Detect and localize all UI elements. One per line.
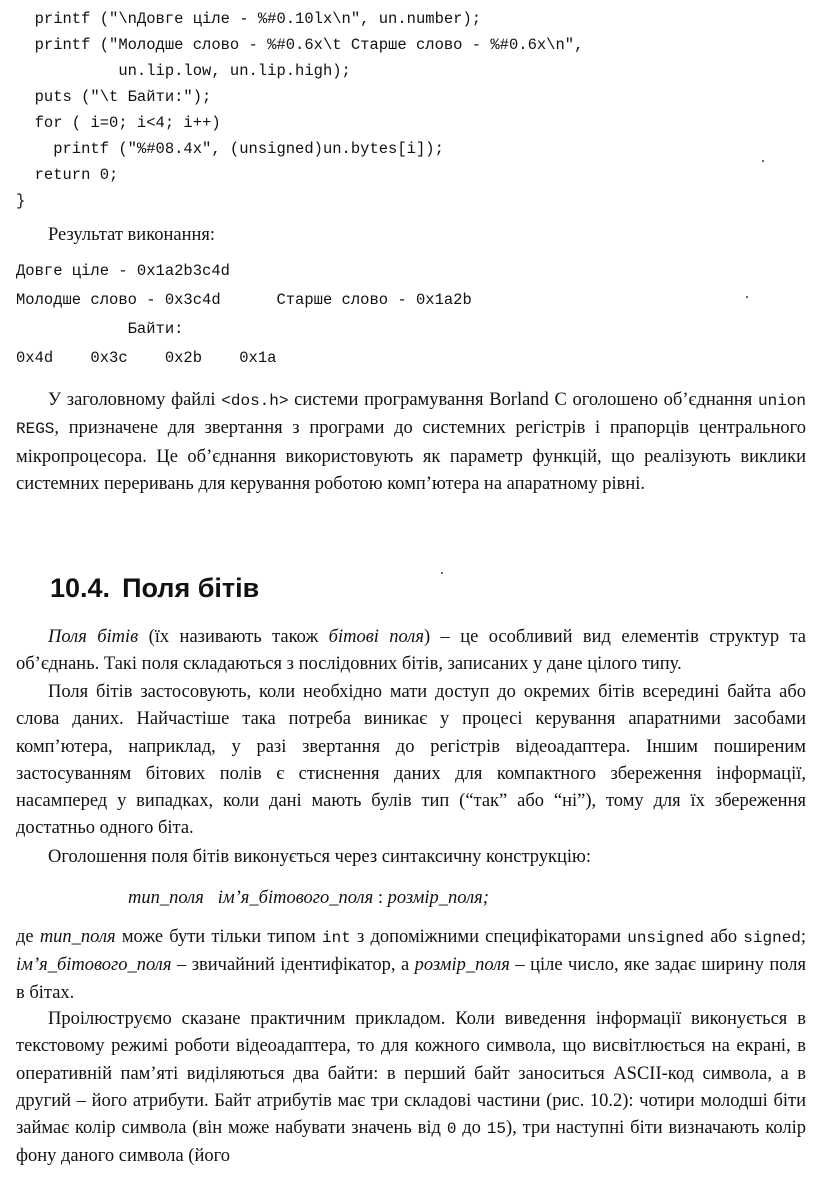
code-line-2: printf ("Молодше слово - %#0.6x\t Старше слово - %#0.6x\n", [16,36,584,54]
p5-code-15: 15 [486,1120,506,1139]
p5-text-1: Проілюструємо сказане практичним прикладом. Коли виведення інформації виконується в текстовому режимі роботи відеоадаптера, то для кожного символа, що висвітлюється на екрані, в оперативній пам’яті виділяються два байти: в перший байт заноситься ASCII-код символа, а в другий – його атрибути. Байт атрибутів має три складові частини (рис. 10.2): чотири молодші біти займає колір символа (він може набувати значень від [16,1009,806,1139]
paragraph-bitfields-usage: Поля бітів застосовують, коли необхідно мати доступ до окремих бітів всередині байта або слова даних. Найчастіше така потреба виникає у процесі керування апаратними засобами комп’ютера, наприклад, у разі звертання до регістрів відеоадаптера. Іншим поширеним застосуванням бітових полів є стиснення даних для компактного збереження інформації, насамперед у випадках, коли дані мають булів тип (“так” або “ні”), тому для їх збереження достатньо одного біта. [16,682,806,839]
p5-text-2: до [456,1118,487,1139]
section-heading [50,568,259,608]
paragraph-declaration: Оголошення поля бітів виконується через синтаксичну конструкцію: [48,847,592,867]
p4-term-name: ім’я_бітового_поля [16,955,172,976]
regs-text-2: системи програмування Borland C оголошено об’єднання [288,390,758,410]
paragraph-syntax-explanation [16,924,806,1007]
scan-speck [441,572,443,574]
p4-term-size: розмір_поля [414,955,510,976]
scan-speck [746,296,748,298]
term-bit-fields: Поля бітів [48,627,139,647]
code-line-6: printf ("%#08.4x", (unsigned)un.bytes[i]); [16,140,444,158]
syntax-type: тип_поля [128,888,204,908]
syntax-size: розмір_поля [387,888,483,908]
p4-code-int: int [322,929,351,947]
result-line-1: Довге ціле - 0x1a2b3c4d [16,262,230,280]
p1-text-1: (їх називають також [138,627,329,647]
p4-code-unsigned: unsigned [627,929,705,947]
regs-text-1: У заголовному файлі [48,390,222,410]
code-line-3: un.lip.low, un.lip.high); [16,62,351,80]
p4-text-2: може бути тільки типом [115,927,323,947]
paragraph-example [16,1006,806,1171]
result-line-3: Байти: [16,320,184,338]
p4-term-type: тип_поля [39,927,116,947]
p4-code-signed: signed [743,929,801,947]
regs-text-3: , призначене для звертання з програми до системних регістрів і прапорців центрального мікропроцесора. Це об’єднання використовують як параметр функцій, що реалізують виклики системних переривань для керування роботою комп’ютера на апаратному рівні. [16,418,806,494]
p4-text-1: де [16,927,40,947]
p4-text-4: або [704,927,744,947]
section-title: Поля бітів [122,573,260,603]
p1-text-2: ) – це особливий вид елементів структур та об’єднань. Такі поля складаються з послідовних бітів, записаних у дане цілого типу. [16,627,806,675]
p4-text-5: ; [800,927,807,947]
code-line-4: puts ("\t Байти:"); [16,88,212,106]
code-line-5: for ( i=0; i<4; i++) [16,114,221,132]
syntax-name: ім’я_бітового_поля [217,888,374,908]
syntax-construct [128,884,489,912]
scan-speck [762,160,764,162]
regs-code-dos-h: <dos.h> [221,392,289,410]
result-label: Результат виконання: [48,225,216,245]
p5-text-3: ), три наступні біти визначають колір фону даного символа (його [16,1118,807,1167]
code-line-8: } [16,192,26,210]
regs-code-union-regs: union REGS [16,392,806,439]
result-line-4: 0x4d 0x3c 0x2b 0x1a [16,349,277,367]
syntax-end: ; [482,888,489,908]
p4-text-7: – ціле число, яке задає ширину поля в бітах. [16,955,806,1003]
p5-code-0: 0 [446,1120,457,1139]
regs-paragraph [16,387,806,498]
code-line-7: return 0; [16,166,119,184]
paragraph-bitfields-intro [16,624,806,679]
section-number: 10.4. [50,573,111,603]
term-bit-fields-alt: бітові поля [328,627,424,647]
code-line-1: printf ("\nДовге ціле - %#0.10lx\n", un.number); [16,10,482,28]
p4-text-3: з допоміжними специфікаторами [350,927,628,947]
result-line-2: Молодше слово - 0x3c4d Старше слово - 0x1a2b [16,291,472,309]
p4-text-6: – звичайний ідентифікатор, а [171,955,415,976]
syntax-separator: : [373,888,388,908]
